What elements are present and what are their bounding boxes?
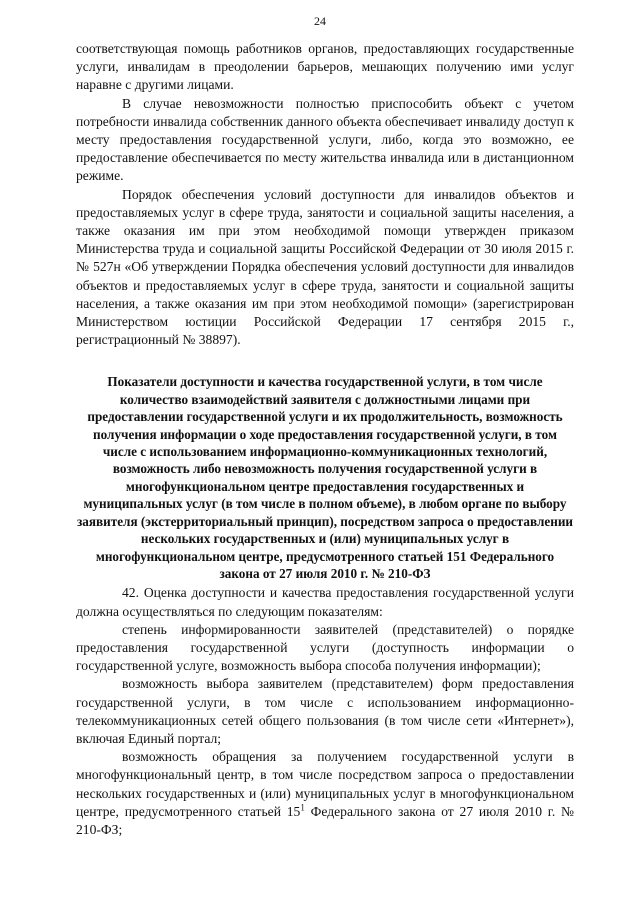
paragraph-order: Порядок обеспечения условий доступности для инвалидов объектов и предоставляемых услуг в сфере труда, занятости и социальной защиты населения, а также оказания им при этом необходимой помощи утвержден приказом Министерства труда и социальной защиты Российской Федерации от 30 июля 2015 г. № 527н «Об утверждении Порядка обеспечения условий доступности для инвалидов объектов и предоставляемых услуг в сфере труда, занятости и социальной защиты населения, а также оказания им при этом необходимой помощи» (зарегистрирован Министерством юстиции Российской Федерации 17 сентября 2015 г., регистрационный № 38897). — [76, 186, 574, 348]
paragraph-mfc-tail: Федерального закона от 27 июля 2010 г. № 210-ФЗ; — [76, 803, 574, 837]
page-number: 24 — [314, 14, 326, 28]
superscript-1: 1 — [300, 802, 305, 813]
paragraph-informedness: степень информированности заявителей (представителей) о порядке предоставления государственной услуги (доступность информации о государственной услуге, возможность выбора способа получения информации); — [76, 621, 574, 674]
paragraph-impossibility: В случае невозможности полностью приспособить объект с учетом потребности инвалида собственник данного объекта обеспечивает инвалиду доступ к месту предоставления государственной услуги, либо, когда это возможно, ее предоставление обеспечивается по месту жительства инвалида или в дистанционном режиме. — [76, 95, 574, 184]
paragraph-form-choice: возможность выбора заявителем (представителем) форм предоставления государственной услуги, в том числе с использованием информационно-телекоммуникационных сетей общего пользования (в том числе сети «Интернет»), включая Единый портал; — [76, 676, 574, 746]
paragraph-mfc-request — [76, 748, 574, 839]
document-body — [76, 40, 574, 839]
section-heading: Показатели доступности и качества государственной услуги, в том числе количество взаимодействий заявителя с должностными лицами при предоставлении государственной услуги и их продолжительность, возможность получения информации о ходе предоставления государственной услуги, в том числе с использованием информационно-коммуникационных технологий, возможность либо невозможность получения государственной услуги в многофункциональном центре предоставления государственных и муниципальных услуг (в том числе в полном объеме), в любом органе по выбору заявителя (экстерриториальный принцип), посредством запроса о предоставлении нескольких государственных и (или) муниципальных услуг в многофункциональном центре, предусмотренного статьей 151 Федерального закона от 27 июля 2010 г. № 210-ФЗ — [76, 374, 574, 581]
paragraph-mfc-text: возможность обращения за получением государственной услуги в многофункциональный центр, в том числе посредством запроса о предоставлении нескольких государственных и (или) муниципальных услуг в многофункциональном центре, предусмотренного статьей 15 — [76, 749, 574, 819]
paragraph-42: 42. Оценка доступности и качества предоставления государственной услуги должна осуществляться по следующим показателям: — [76, 585, 574, 619]
paragraph-assistance: соответствующая помощь работников органов, предоставляющих государственные услуги, инвалидам в преодолении барьеров, мешающих получению ими услуг наравне с другими лицами. — [76, 41, 574, 93]
